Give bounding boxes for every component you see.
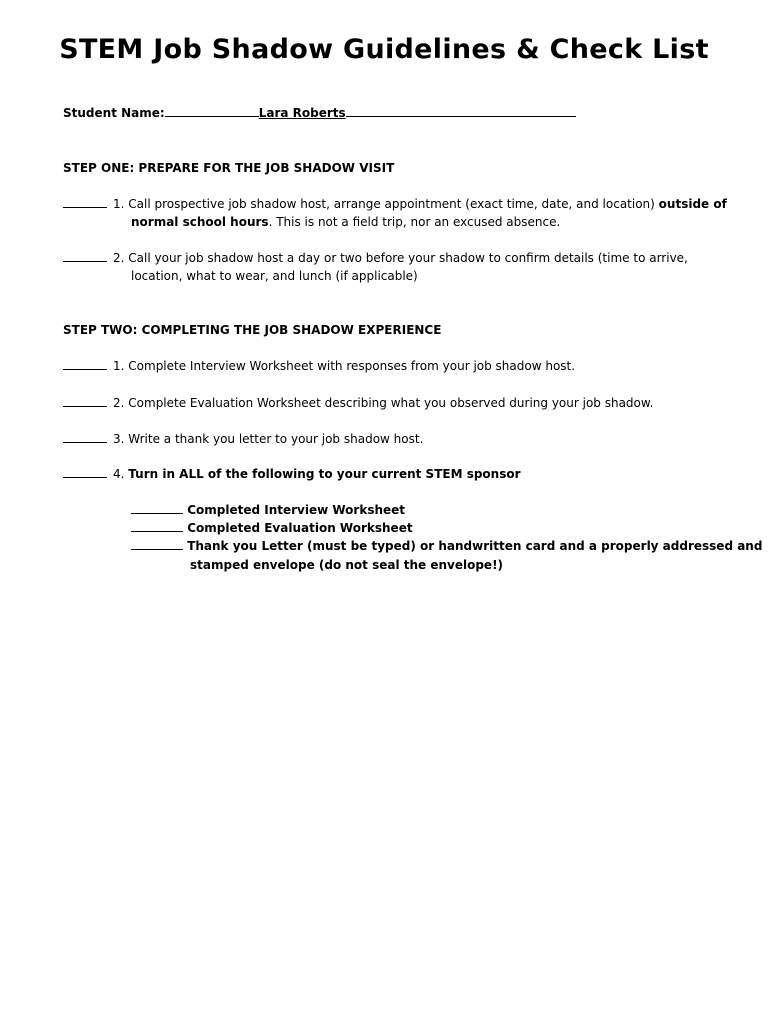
item-number: 4.: [113, 467, 125, 481]
checkbox-blank: [63, 396, 107, 407]
item-number: 1.: [113, 197, 125, 211]
checkbox-blank: [63, 197, 107, 208]
student-name-line: [63, 106, 576, 120]
subitem-text: Completed Evaluation Worksheet: [187, 521, 413, 535]
item-bold-text: normal school hours: [131, 215, 269, 229]
item-text: Complete Evaluation Worksheet describing what you observed during your job shadow.: [128, 396, 654, 410]
subitem-text: Completed Interview Worksheet: [187, 503, 406, 517]
student-name-label: Student Name:: [63, 106, 165, 120]
item-text: Complete Interview Worksheet with responses from your job shadow host.: [128, 359, 576, 373]
subitem-thank-you-letter: [131, 539, 762, 553]
item-number: 2.: [113, 396, 125, 410]
checkbox-blank: [131, 503, 183, 514]
item-number: 3.: [113, 432, 125, 446]
checkbox-blank: [63, 359, 107, 370]
subitem-evaluation-worksheet: [131, 521, 413, 535]
checkbox-blank: [131, 521, 183, 532]
item-number: 2.: [113, 251, 125, 265]
student-name-blank-left: [165, 106, 259, 117]
step-one-item-1-continuation: [131, 215, 560, 229]
page-title: STEM Job Shadow Guidelines & Check List: [59, 34, 709, 65]
checkbox-blank: [63, 251, 107, 262]
student-name-value: Lara Roberts: [258, 106, 346, 120]
subitem-interview-worksheet: [131, 503, 405, 517]
subitem-continuation: stamped envelope (do not seal the envelope!): [190, 558, 504, 572]
subitem-text: Thank you Letter (must be typed) or handwritten card and a properly addressed and: [187, 539, 763, 553]
student-name-blank-right: [346, 106, 576, 117]
checkbox-blank: [131, 539, 183, 550]
item-text: Write a thank you letter to your job shadow host.: [128, 432, 424, 446]
step-two-item-1: [63, 359, 575, 373]
item-text: . This is not a field trip, nor an excused absence.: [268, 215, 561, 229]
step-one-item-2-continuation: location, what to wear, and lunch (if applicable): [131, 269, 418, 283]
step-one-item-1: [63, 197, 727, 211]
checkbox-blank: [63, 432, 107, 443]
step-one-heading: STEP ONE: PREPARE FOR THE JOB SHADOW VISIT: [63, 161, 395, 175]
step-two-item-4: [63, 467, 521, 481]
item-bold-text: Turn in ALL of the following to your current STEM sponsor: [128, 467, 521, 481]
item-number: 1.: [113, 359, 125, 373]
step-two-item-3: [63, 432, 423, 446]
item-text: Call prospective job shadow host, arrange appointment (exact time, date, and location): [128, 197, 659, 211]
item-text: Call your job shadow host a day or two before your shadow to confirm details (time to arrive,: [128, 251, 688, 265]
item-bold-text: outside of: [658, 197, 727, 211]
step-two-heading: STEP TWO: COMPLETING THE JOB SHADOW EXPERIENCE: [63, 323, 442, 337]
step-two-item-2: [63, 396, 653, 410]
checkbox-blank: [63, 467, 107, 478]
step-one-item-2: [63, 251, 688, 265]
